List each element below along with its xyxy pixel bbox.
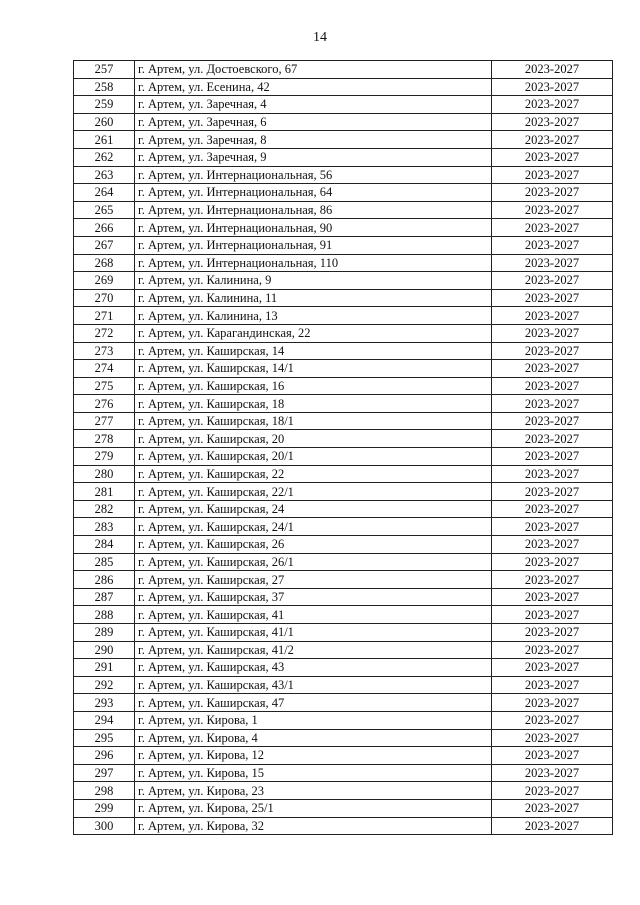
address-cell: г. Артем, ул. Каширская, 20 (135, 430, 492, 448)
table-row (74, 201, 613, 219)
address-cell: г. Артем, ул. Карагандинская, 22 (135, 324, 492, 342)
table-row (74, 236, 613, 254)
table-row (74, 817, 613, 835)
table-row (74, 131, 613, 149)
row-number-cell: 271 (74, 307, 135, 325)
table-row (74, 448, 613, 466)
table-row (74, 465, 613, 483)
period-cell: 2023-2027 (492, 96, 613, 114)
table-row (74, 342, 613, 360)
table-row (74, 412, 613, 430)
period-cell: 2023-2027 (492, 571, 613, 589)
address-cell: г. Артем, ул. Каширская, 27 (135, 571, 492, 589)
row-number-cell: 270 (74, 289, 135, 307)
row-number-cell: 290 (74, 641, 135, 659)
period-cell: 2023-2027 (492, 342, 613, 360)
table-row (74, 184, 613, 202)
address-cell: г. Артем, ул. Каширская, 18 (135, 395, 492, 413)
row-number-cell: 265 (74, 201, 135, 219)
table-row (74, 553, 613, 571)
table-row (74, 360, 613, 378)
table-row (74, 500, 613, 518)
period-cell: 2023-2027 (492, 148, 613, 166)
address-cell: г. Артем, ул. Есенина, 42 (135, 78, 492, 96)
address-cell: г. Артем, ул. Заречная, 6 (135, 113, 492, 131)
table-row (74, 148, 613, 166)
row-number-cell: 264 (74, 184, 135, 202)
period-cell: 2023-2027 (492, 711, 613, 729)
row-number-cell: 294 (74, 711, 135, 729)
table-row (74, 641, 613, 659)
row-number-cell: 260 (74, 113, 135, 131)
row-number-cell: 281 (74, 483, 135, 501)
period-cell: 2023-2027 (492, 483, 613, 501)
period-cell: 2023-2027 (492, 360, 613, 378)
table-row (74, 61, 613, 79)
address-cell: г. Артем, ул. Интернациональная, 64 (135, 184, 492, 202)
address-cell: г. Артем, ул. Интернациональная, 110 (135, 254, 492, 272)
period-cell: 2023-2027 (492, 500, 613, 518)
period-cell: 2023-2027 (492, 747, 613, 765)
address-cell: г. Артем, ул. Каширская, 43/1 (135, 676, 492, 694)
address-cell: г. Артем, ул. Каширская, 14/1 (135, 360, 492, 378)
period-cell: 2023-2027 (492, 641, 613, 659)
row-number-cell: 283 (74, 518, 135, 536)
period-cell: 2023-2027 (492, 518, 613, 536)
row-number-cell: 259 (74, 96, 135, 114)
table-row (74, 254, 613, 272)
table-row (74, 536, 613, 554)
period-cell: 2023-2027 (492, 606, 613, 624)
address-cell: г. Артем, ул. Каширская, 18/1 (135, 412, 492, 430)
period-cell: 2023-2027 (492, 395, 613, 413)
period-cell: 2023-2027 (492, 694, 613, 712)
table-row (74, 289, 613, 307)
row-number-cell: 266 (74, 219, 135, 237)
period-cell: 2023-2027 (492, 201, 613, 219)
address-cell: г. Артем, ул. Заречная, 8 (135, 131, 492, 149)
row-number-cell: 274 (74, 360, 135, 378)
address-cell: г. Артем, ул. Каширская, 26/1 (135, 553, 492, 571)
address-cell: г. Артем, ул. Достоевского, 67 (135, 61, 492, 79)
address-cell: г. Артем, ул. Каширская, 22/1 (135, 483, 492, 501)
row-number-cell: 277 (74, 412, 135, 430)
row-number-cell: 267 (74, 236, 135, 254)
page-number: 14 (313, 30, 327, 45)
period-cell: 2023-2027 (492, 659, 613, 677)
address-cell: г. Артем, ул. Каширская, 26 (135, 536, 492, 554)
period-cell: 2023-2027 (492, 289, 613, 307)
period-cell: 2023-2027 (492, 799, 613, 817)
row-number-cell: 289 (74, 624, 135, 642)
address-cell: г. Артем, ул. Каширская, 41/2 (135, 641, 492, 659)
row-number-cell: 291 (74, 659, 135, 677)
period-cell: 2023-2027 (492, 588, 613, 606)
table-row (74, 624, 613, 642)
address-cell: г. Артем, ул. Калинина, 9 (135, 272, 492, 290)
table-row (74, 324, 613, 342)
address-cell: г. Артем, ул. Заречная, 9 (135, 148, 492, 166)
period-cell: 2023-2027 (492, 219, 613, 237)
period-cell: 2023-2027 (492, 430, 613, 448)
address-cell: г. Артем, ул. Кирова, 15 (135, 764, 492, 782)
address-cell: г. Артем, ул. Кирова, 32 (135, 817, 492, 835)
table-row (74, 395, 613, 413)
row-number-cell: 268 (74, 254, 135, 272)
period-cell: 2023-2027 (492, 236, 613, 254)
period-cell: 2023-2027 (492, 166, 613, 184)
address-cell: г. Артем, ул. Кирова, 23 (135, 782, 492, 800)
address-cell: г. Артем, ул. Калинина, 11 (135, 289, 492, 307)
address-cell: г. Артем, ул. Каширская, 47 (135, 694, 492, 712)
table-row (74, 659, 613, 677)
address-cell: г. Артем, ул. Интернациональная, 86 (135, 201, 492, 219)
table-row (74, 377, 613, 395)
table-row (74, 799, 613, 817)
row-number-cell: 285 (74, 553, 135, 571)
address-cell: г. Артем, ул. Кирова, 1 (135, 711, 492, 729)
period-cell: 2023-2027 (492, 412, 613, 430)
period-cell: 2023-2027 (492, 782, 613, 800)
table-row (74, 96, 613, 114)
period-cell: 2023-2027 (492, 324, 613, 342)
row-number-cell: 287 (74, 588, 135, 606)
period-cell: 2023-2027 (492, 61, 613, 79)
address-cell: г. Артем, ул. Каширская, 20/1 (135, 448, 492, 466)
table-row (74, 430, 613, 448)
table-row (74, 729, 613, 747)
address-cell: г. Артем, ул. Кирова, 12 (135, 747, 492, 765)
row-number-cell: 284 (74, 536, 135, 554)
period-cell: 2023-2027 (492, 78, 613, 96)
row-number-cell: 263 (74, 166, 135, 184)
address-cell: г. Артем, ул. Интернациональная, 56 (135, 166, 492, 184)
period-cell: 2023-2027 (492, 817, 613, 835)
row-number-cell: 292 (74, 676, 135, 694)
period-cell: 2023-2027 (492, 536, 613, 554)
period-cell: 2023-2027 (492, 729, 613, 747)
address-cell: г. Артем, ул. Каширская, 14 (135, 342, 492, 360)
period-cell: 2023-2027 (492, 131, 613, 149)
period-cell: 2023-2027 (492, 676, 613, 694)
address-cell: г. Артем, ул. Заречная, 4 (135, 96, 492, 114)
period-cell: 2023-2027 (492, 184, 613, 202)
address-cell: г. Артем, ул. Кирова, 25/1 (135, 799, 492, 817)
row-number-cell: 296 (74, 747, 135, 765)
period-cell: 2023-2027 (492, 553, 613, 571)
table-row (74, 711, 613, 729)
address-cell: г. Артем, ул. Интернациональная, 91 (135, 236, 492, 254)
period-cell: 2023-2027 (492, 307, 613, 325)
row-number-cell: 286 (74, 571, 135, 589)
row-number-cell: 280 (74, 465, 135, 483)
address-cell: г. Артем, ул. Каширская, 41 (135, 606, 492, 624)
period-cell: 2023-2027 (492, 272, 613, 290)
address-cell: г. Артем, ул. Каширская, 22 (135, 465, 492, 483)
period-cell: 2023-2027 (492, 377, 613, 395)
period-cell: 2023-2027 (492, 448, 613, 466)
address-cell: г. Артем, ул. Интернациональная, 90 (135, 219, 492, 237)
row-number-cell: 269 (74, 272, 135, 290)
table-row (74, 307, 613, 325)
table-row (74, 747, 613, 765)
table-row (74, 113, 613, 131)
address-cell: г. Артем, ул. Калинина, 13 (135, 307, 492, 325)
row-number-cell: 293 (74, 694, 135, 712)
period-cell: 2023-2027 (492, 624, 613, 642)
table-row (74, 676, 613, 694)
period-cell: 2023-2027 (492, 113, 613, 131)
row-number-cell: 262 (74, 148, 135, 166)
row-number-cell: 275 (74, 377, 135, 395)
address-cell: г. Артем, ул. Каширская, 24 (135, 500, 492, 518)
table-row (74, 764, 613, 782)
address-table-body (74, 61, 613, 835)
address-cell: г. Артем, ул. Каширская, 37 (135, 588, 492, 606)
row-number-cell: 272 (74, 324, 135, 342)
row-number-cell: 279 (74, 448, 135, 466)
period-cell: 2023-2027 (492, 254, 613, 272)
row-number-cell: 261 (74, 131, 135, 149)
row-number-cell: 257 (74, 61, 135, 79)
period-cell: 2023-2027 (492, 764, 613, 782)
table-row (74, 78, 613, 96)
table-row (74, 571, 613, 589)
row-number-cell: 299 (74, 799, 135, 817)
row-number-cell: 300 (74, 817, 135, 835)
row-number-cell: 298 (74, 782, 135, 800)
address-cell: г. Артем, ул. Каширская, 43 (135, 659, 492, 677)
row-number-cell: 273 (74, 342, 135, 360)
table-row (74, 694, 613, 712)
address-cell: г. Артем, ул. Каширская, 24/1 (135, 518, 492, 536)
table-row (74, 483, 613, 501)
row-number-cell: 295 (74, 729, 135, 747)
table-row (74, 518, 613, 536)
table-row (74, 219, 613, 237)
row-number-cell: 288 (74, 606, 135, 624)
row-number-cell: 276 (74, 395, 135, 413)
address-table (73, 60, 613, 835)
table-row (74, 272, 613, 290)
row-number-cell: 258 (74, 78, 135, 96)
table-row (74, 782, 613, 800)
table-row (74, 588, 613, 606)
row-number-cell: 278 (74, 430, 135, 448)
table-row (74, 606, 613, 624)
row-number-cell: 282 (74, 500, 135, 518)
address-cell: г. Артем, ул. Каширская, 16 (135, 377, 492, 395)
period-cell: 2023-2027 (492, 465, 613, 483)
address-cell: г. Артем, ул. Каширская, 41/1 (135, 624, 492, 642)
table-row (74, 166, 613, 184)
row-number-cell: 297 (74, 764, 135, 782)
address-cell: г. Артем, ул. Кирова, 4 (135, 729, 492, 747)
